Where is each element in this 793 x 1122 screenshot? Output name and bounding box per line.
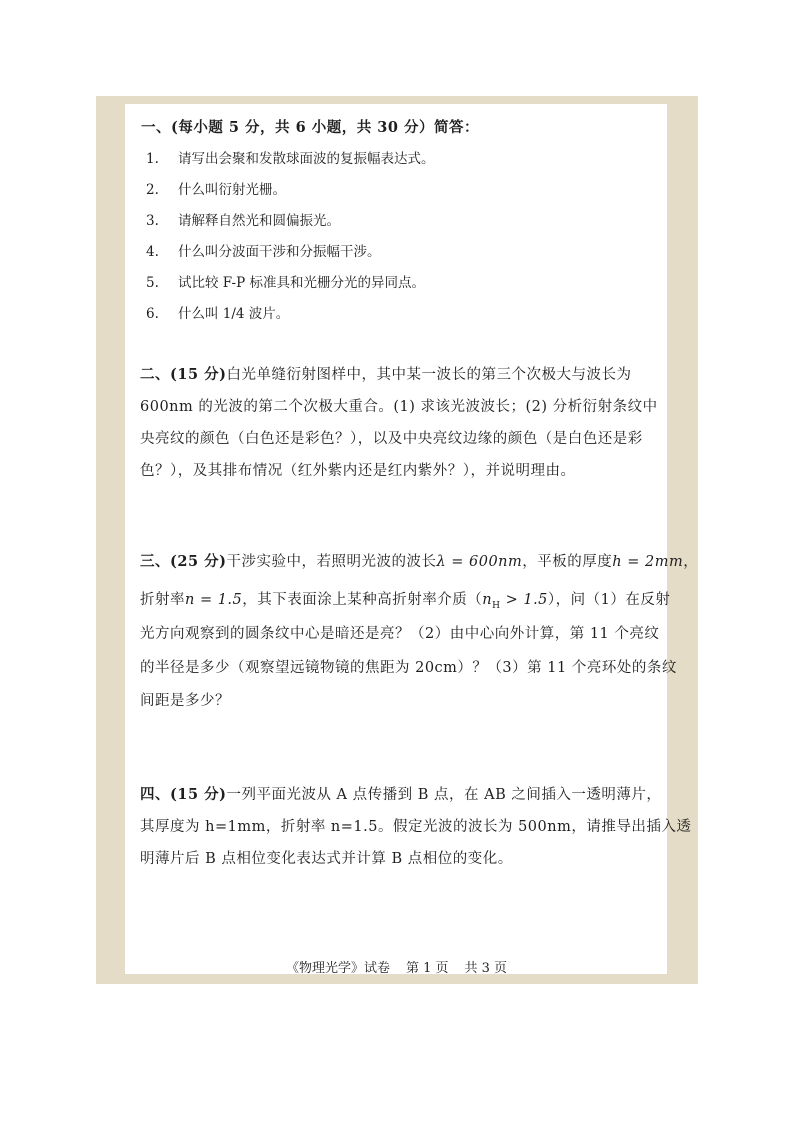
section3-text: ， [683, 554, 699, 570]
section4-text: 一列平面光波从 A 点传播到 B 点，在 AB 之间插入一透明薄片， [226, 787, 662, 803]
section1-header: 一、(每小题 5 分，共 6 小题，共 30 分）简答： [141, 119, 480, 136]
question-text: 什么叫 1/4 波片。 [178, 306, 290, 322]
question-item [146, 147, 435, 167]
section3-text: ，平板的厚度 [522, 554, 613, 570]
section3-line: 的半径是多少（观察望远镜物镜的焦距为 20cm）？（3）第 11 个亮环处的条纹 [140, 660, 677, 676]
formula-nh: n [482, 592, 493, 608]
question-item [146, 271, 425, 291]
section3-text: ，其下表面涂上某种高折射率介质（ [242, 592, 483, 608]
section3-text: ），问（1）在反射 [547, 592, 671, 608]
exam-paper [125, 104, 692, 974]
section3-line [140, 550, 699, 571]
section2-line: 600nm 的光波的第二个次极大重合。(1) 求该光波波长；(2) 分析衍射条纹中 [140, 399, 658, 415]
question-item [146, 302, 289, 322]
section3-line [140, 588, 671, 611]
section2-text: 白光单缝衍射图样中，其中某一波长的第三个次极大与波长为 [226, 367, 632, 383]
section2-line [140, 363, 662, 384]
section2-label: 二、(15 分) [140, 366, 227, 383]
question-text: 请写出会聚和发散球面波的复振幅表达式。 [178, 151, 435, 167]
footer-total: 共 3 页 [464, 961, 508, 976]
section4-line [140, 783, 662, 804]
question-text: 什么叫分波面干涉和分振幅干涉。 [178, 244, 381, 260]
question-number: 2. [146, 182, 159, 198]
question-number: 6. [146, 306, 159, 322]
formula-thickness: h = 2mm [612, 554, 684, 570]
question-text: 什么叫衍射光栅。 [178, 182, 286, 198]
formula-gt: > 1.5 [500, 592, 548, 608]
question-number: 5. [146, 275, 159, 291]
section3-text: 干涉实验中，若照明光波的波长 [226, 554, 437, 570]
question-number: 3. [146, 213, 159, 229]
question-text: 请解释自然光和圆偏振光。 [178, 213, 340, 229]
formula-wavelength: λ = 600nm [436, 554, 523, 570]
section4-line: 明薄片后 B 点相位变化表达式并计算 B 点相位的变化。 [140, 851, 513, 867]
section3-text: 折射率 [140, 592, 185, 608]
page-footer [0, 957, 793, 976]
section2-line: 央亮纹的颜色（白色还是彩色？），以及中央亮纹边缘的颜色（是白色还是彩 [140, 431, 643, 447]
question-number: 4. [146, 244, 159, 260]
footer-page: 第 1 页 [405, 961, 449, 976]
section4-line: 其厚度为 h=1mm，折射率 n=1.5。假定光波的波长为 500nm，请推导出插入透 [140, 819, 692, 835]
question-item [146, 240, 381, 260]
section3-line: 间距是多少？ [140, 693, 230, 709]
question-number: 1. [146, 151, 159, 167]
section3-label: 三、(25 分) [140, 553, 227, 570]
question-text: 试比较 F-P 标准具和光栅分光的异同点。 [178, 275, 425, 291]
section2-line: 色？），及其排布情况（红外紫内还是红内紫外？），并说明理由。 [140, 463, 576, 479]
formula-refractive-index: n = 1.5 [185, 592, 243, 608]
section3-line: 光方向观察到的圆条纹中心是暗还是亮？（2）由中心向外计算，第 11 个亮纹 [140, 626, 660, 642]
footer-title: 《物理光学》试卷 [285, 961, 390, 976]
formula-subscript: H [492, 600, 501, 611]
section4-label: 四、(15 分) [140, 786, 227, 803]
question-item [146, 178, 286, 198]
question-item [146, 209, 340, 229]
